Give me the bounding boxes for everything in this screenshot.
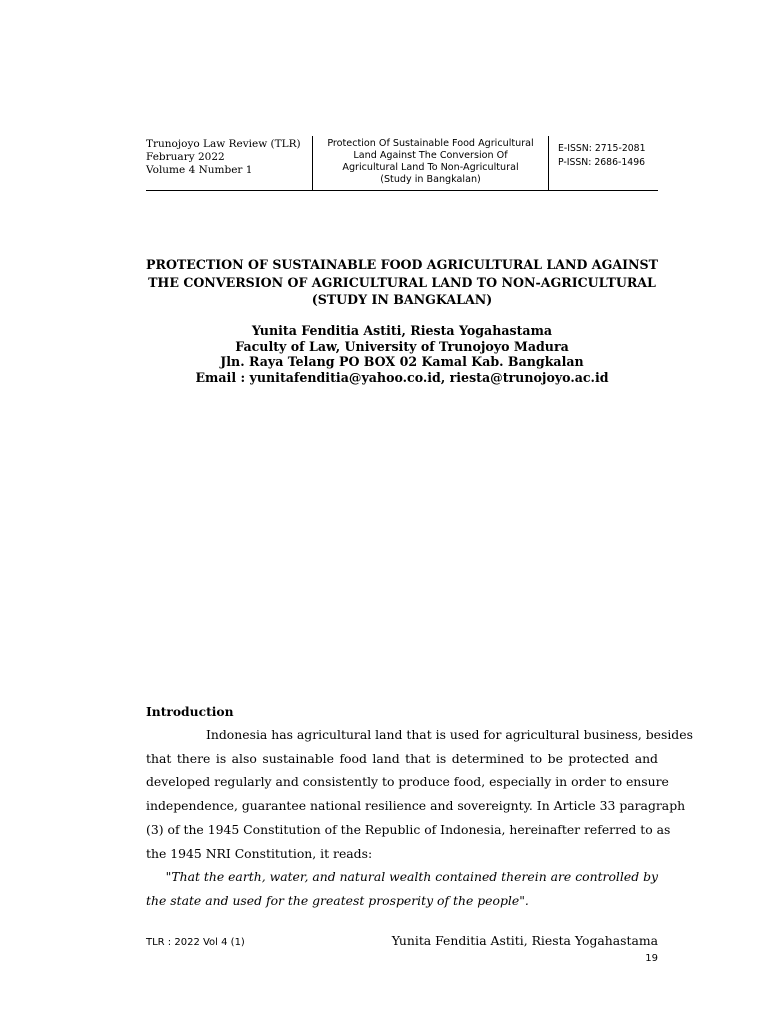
- journal-info: [146, 136, 312, 190]
- short-title: [312, 136, 549, 190]
- short-title-line: Agricultural Land To Non-Agricultural: [342, 162, 519, 173]
- footer-authors: Yunita Fenditia Astiti, Riesta Yogahastama: [391, 933, 658, 948]
- short-title-line: (Study in Bangkalan): [380, 174, 481, 185]
- journal-name: Trunojoyo Law Review (TLR): [146, 138, 301, 150]
- author-address: Jln. Raya Telang PO BOX 02 Kamal Kab. Bangkalan: [220, 354, 584, 369]
- quote-line: "That the earth, water, and natural wealth contained therein are controlled by: [165, 869, 658, 884]
- author-email: Email : yunitafenditia@yahoo.co.id, riesta@trunojoyo.ac.id: [195, 369, 609, 385]
- title-line: PROTECTION OF SUSTAINABLE FOOD AGRICULTURAL LAND AGAINST: [146, 257, 658, 272]
- page-number: 19: [645, 953, 658, 964]
- body-line: [146, 727, 693, 743]
- title-line: (STUDY IN BANGKALAN): [311, 292, 493, 307]
- issn-info: [549, 136, 658, 190]
- section-heading: Introduction: [146, 704, 234, 719]
- paper-title: [120, 256, 684, 309]
- body-line: (3) of the 1945 Constitution of the Republic of Indonesia, hereinafter referred to as: [146, 822, 671, 837]
- journal-date: February 2022: [146, 151, 225, 163]
- body-text: Indonesia has agricultural land that is used for agricultural business, besides: [206, 727, 693, 742]
- body-line: that there is also sustainable food land that is determined to be protected and: [146, 751, 658, 766]
- journal-volume: Volume 4 Number 1: [146, 164, 253, 176]
- body-line: the 1945 NRI Constitution, it reads:: [146, 846, 373, 861]
- author-names: Yunita Fenditia Astiti, Riesta Yogahastama: [251, 323, 553, 338]
- short-title-line: Land Against The Conversion Of: [353, 150, 508, 161]
- title-line: THE CONVERSION OF AGRICULTURAL LAND TO NON-AGRICULTURAL: [148, 274, 656, 290]
- body-line: independence, guarantee national resilience and sovereignty. In Article 33 paragraph: [146, 798, 686, 813]
- footer-journal: TLR : 2022 Vol 4 (1): [146, 937, 245, 948]
- short-title-line: Protection Of Sustainable Food Agricultural: [327, 138, 534, 149]
- quote-line: the state and used for the greatest prosperity of the people".: [146, 893, 529, 908]
- p-issn: P-ISSN: 2686-1496: [558, 157, 646, 168]
- running-header: [146, 136, 658, 191]
- body-line: developed regularly and consistently to produce food, especially in order to ensure: [146, 774, 669, 789]
- author-block: [100, 323, 704, 385]
- e-issn: E-ISSN: 2715-2081: [558, 143, 646, 154]
- author-affiliation: Faculty of Law, University of Trunojoyo Madura: [235, 338, 569, 354]
